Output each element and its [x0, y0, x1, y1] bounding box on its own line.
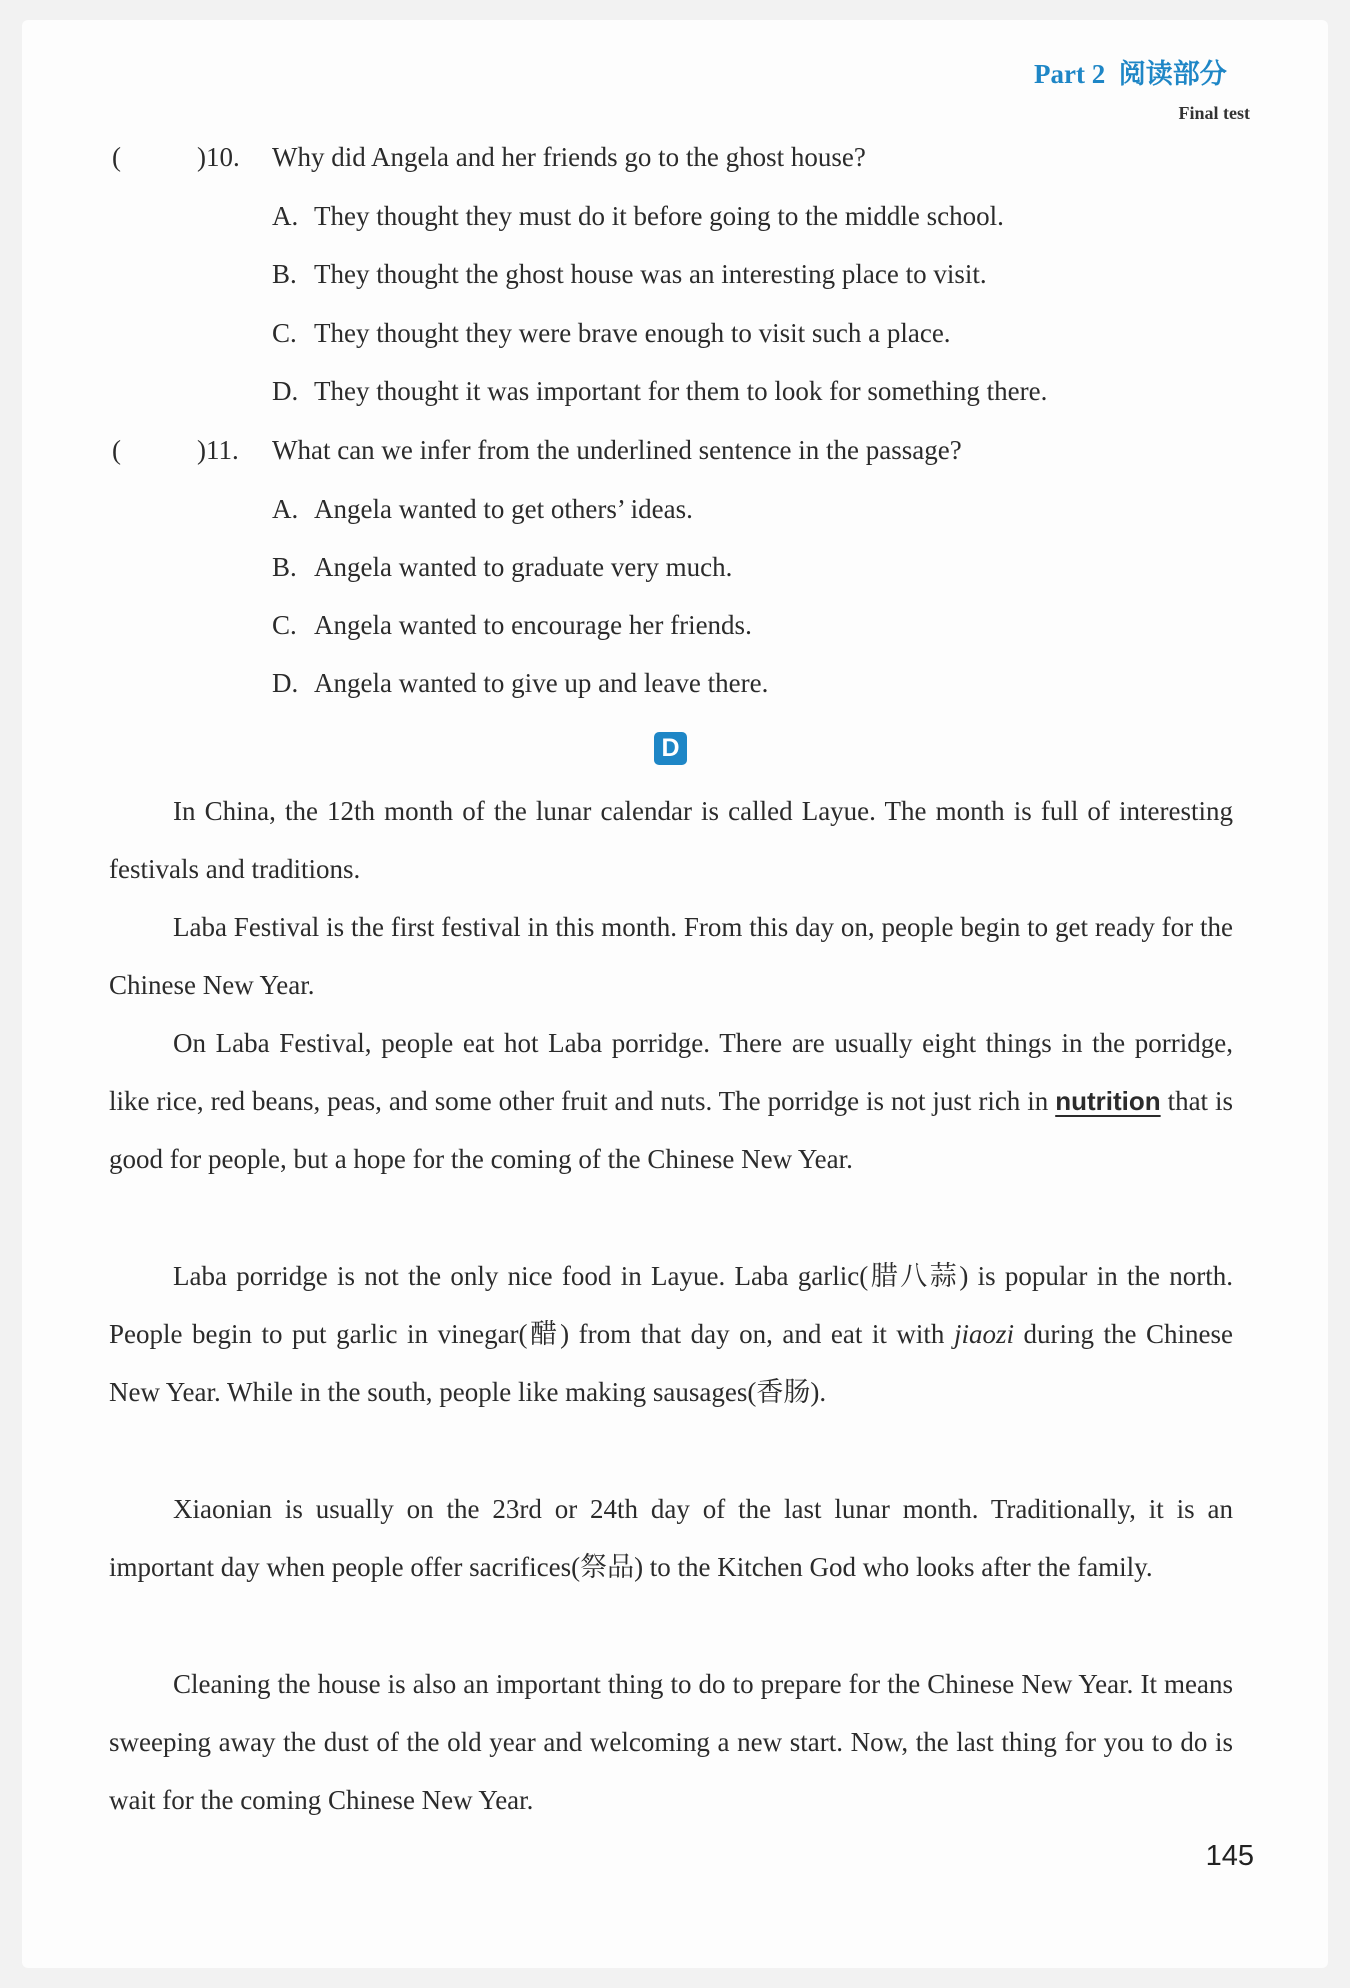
passage-paragraph-6: Cleaning the house is also an important thing to do to prepare for the Chinese New Year. It means sweeping away the dust of the old year and welcoming a new start. Now, the last thing for you to do is wait for the coming Chinese New Year.	[109, 1669, 1233, 1816]
option-a: A. They thought they must do it before going to the middle school.	[272, 201, 1004, 231]
section-title: 阅读部分	[1118, 59, 1227, 89]
passage-paragraph-1: In China, the 12th month of the lunar calendar is called Layue. The month is full of interesting festivals and traditions.	[109, 796, 1233, 885]
option-d: D. Angela wanted to give up and leave there.	[272, 668, 769, 698]
passage-paragraph-4: Laba porridge is not the only nice food in Layue. Laba garlic(腊八蒜) is popular in the north. People begin to put garlic in vinegar(醋) from that day on, and eat it with jiaozi during the Chinese New Year. While in the south, people like making sausages(香肠).	[109, 1261, 1234, 1408]
answer-blank-open: (	[112, 142, 121, 172]
question-text: Why did Angela and her friends go to the ghost house?	[272, 142, 866, 172]
header-subtitle: Final test	[1178, 103, 1250, 123]
option-d: D. They thought it was important for them to look for something there.	[272, 376, 1048, 406]
option-b: B. They thought the ghost house was an interesting place to visit.	[272, 259, 987, 289]
option-a: A. Angela wanted to get others’ ideas.	[272, 494, 693, 524]
page-number: 145	[1205, 1840, 1254, 1872]
italic-word: jiaozi	[953, 1319, 1014, 1350]
passage-paragraph-2: Laba Festival is the first festival in this month. From this day on, people begin to get ready for the Chinese New Year.	[109, 912, 1233, 1001]
question-text: What can we infer from the underlined sentence in the passage?	[272, 435, 962, 465]
page-header	[1034, 52, 1227, 91]
question-number: )10.	[197, 142, 240, 172]
passage-paragraph-3: On Laba Festival, people eat hot Laba porridge. There are usually eight things in the porridge, like rice, red beans, peas, and some other fruit and nuts. The porridge is not just rich in nutrition that is good for people, but a hope for the coming of the Chinese New Year.	[109, 1028, 1234, 1175]
option-c: C. They thought they were brave enough to visit such a place.	[272, 318, 951, 348]
part-label: Part 2	[1034, 59, 1106, 89]
option-c: C. Angela wanted to encourage her friends.	[272, 610, 752, 640]
question-number: )11.	[197, 435, 239, 465]
passage-paragraph-5: Xiaonian is usually on the 23rd or 24th day of the last lunar month. Traditionally, it is an important day when people offer sacrifices(祭品) to the Kitchen God who looks after the family.	[109, 1494, 1233, 1583]
underlined-word: nutrition	[1055, 1086, 1161, 1117]
section-badge: D	[654, 732, 687, 765]
answer-blank-open: (	[112, 435, 121, 465]
option-b: B. Angela wanted to graduate very much.	[272, 552, 733, 582]
